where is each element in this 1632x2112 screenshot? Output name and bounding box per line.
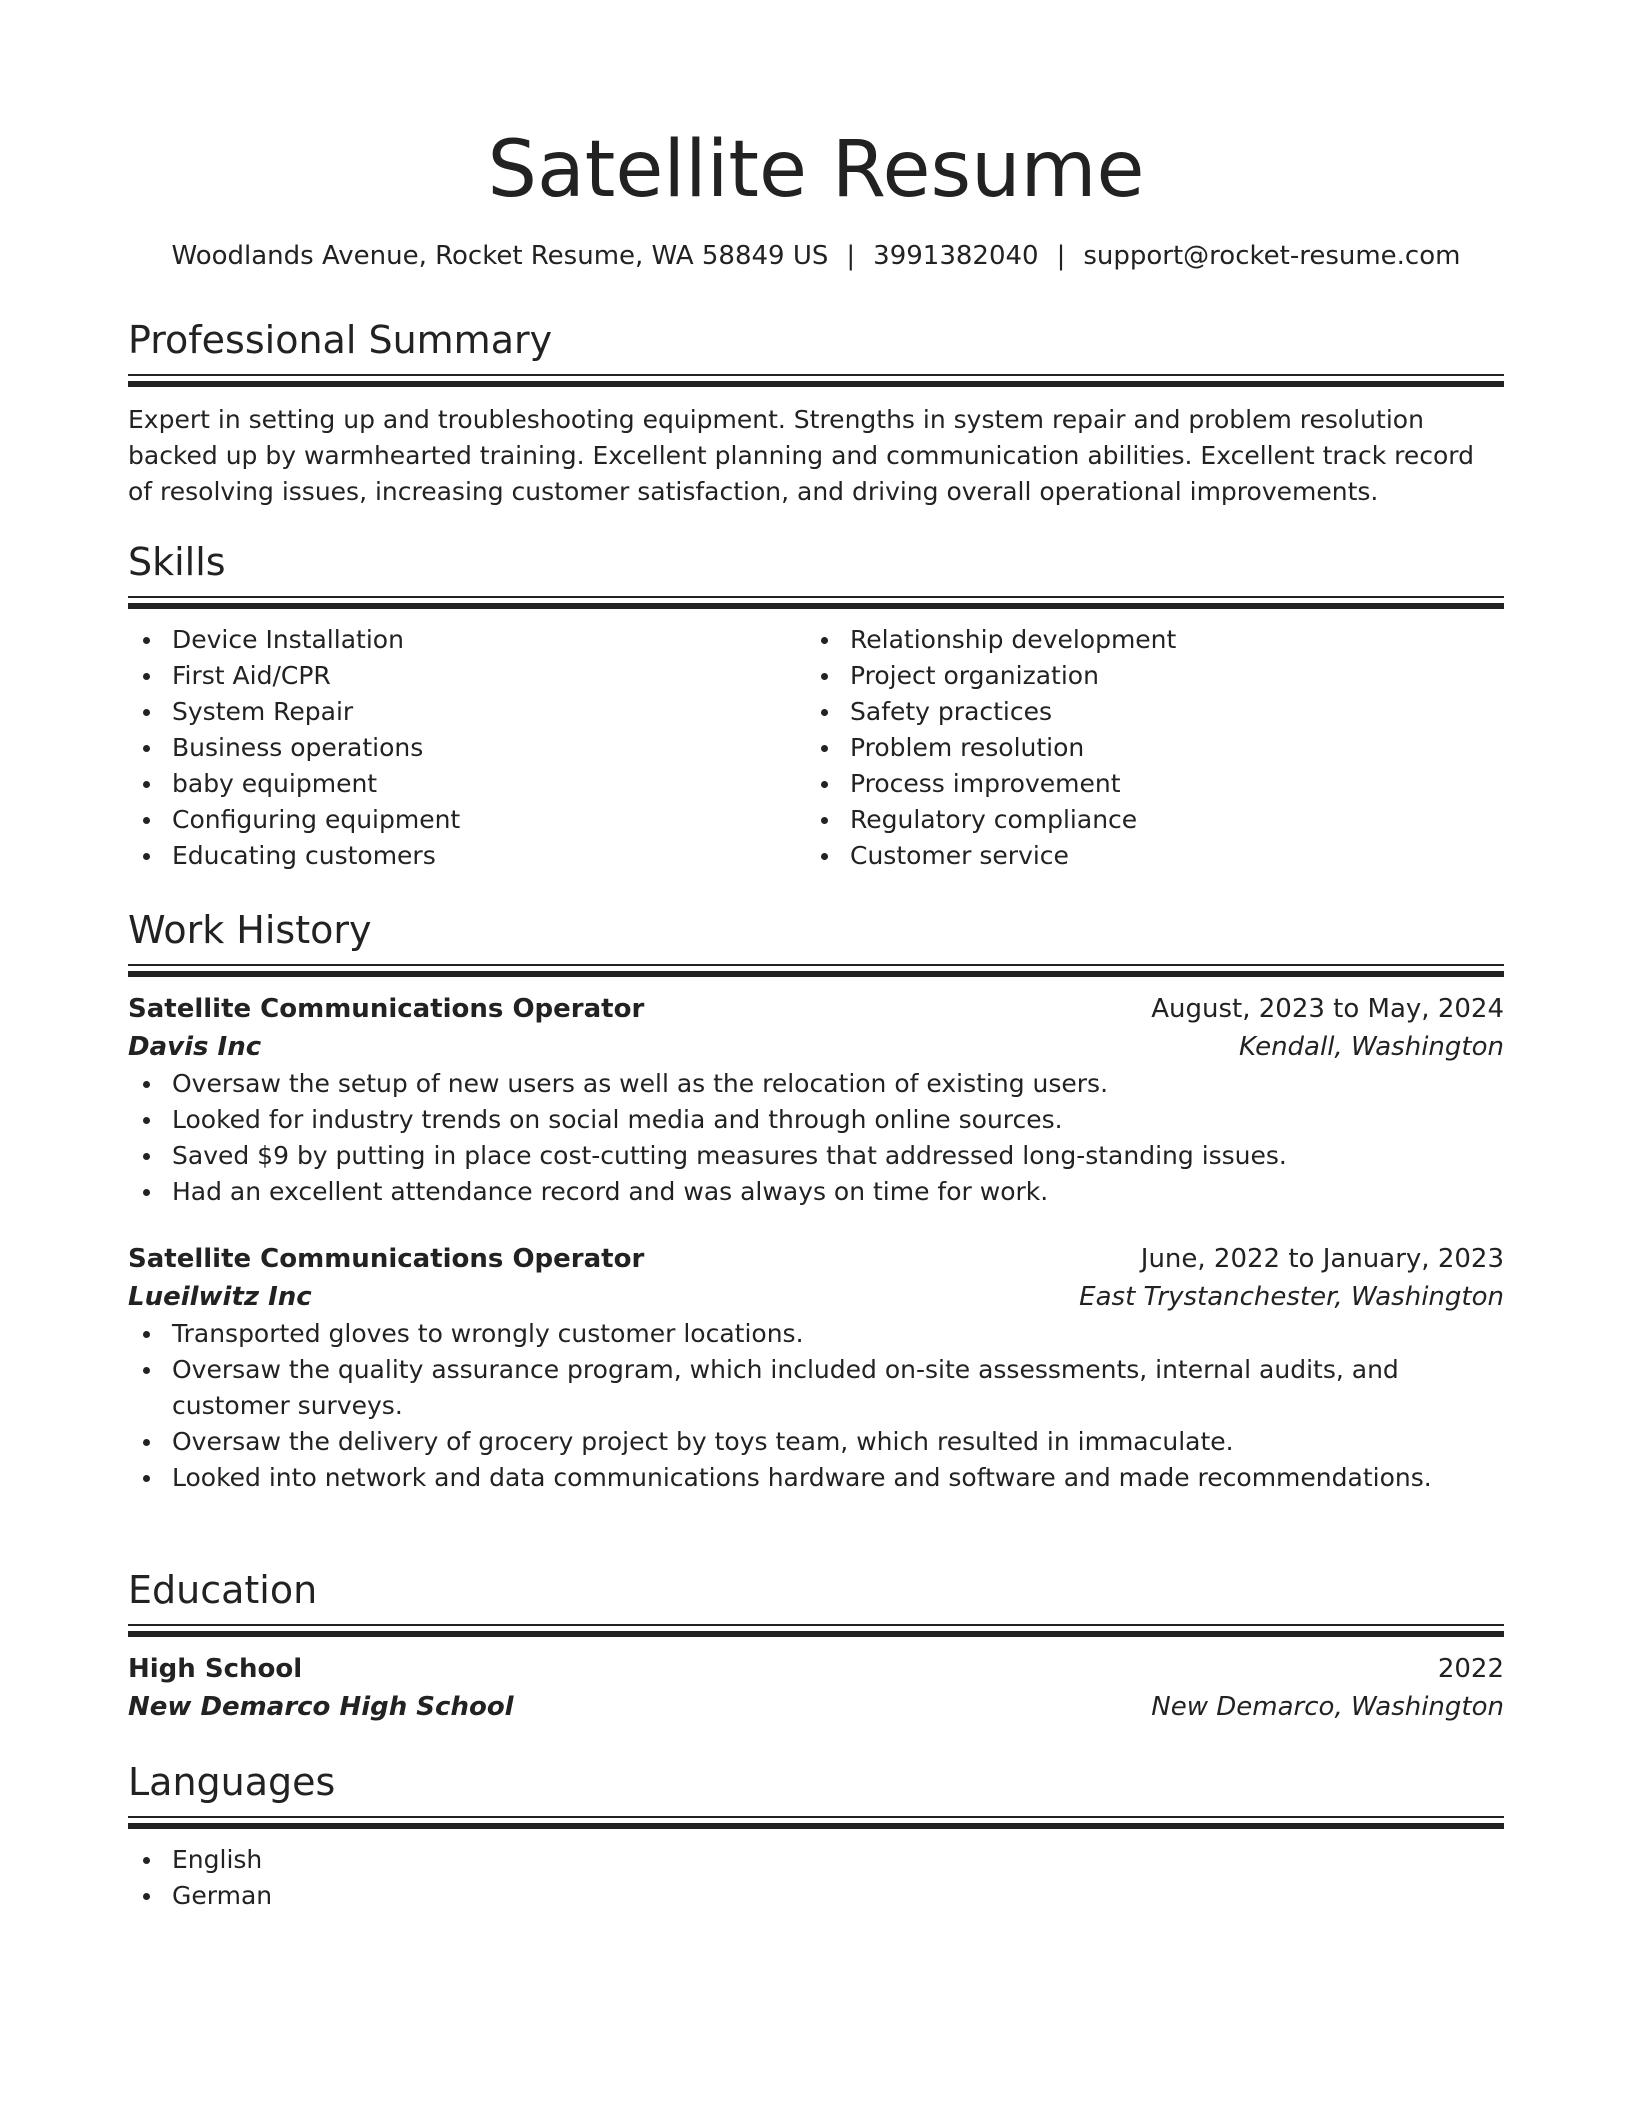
job-location: Kendall, Washington	[1238, 1032, 1504, 1062]
section-divider	[128, 596, 1504, 610]
section-title: Languages	[128, 1760, 336, 1804]
job-duties	[128, 1316, 1504, 1496]
skill-item: System Repair	[128, 694, 806, 730]
education-subheader	[128, 1688, 1504, 1726]
skill-item: Relationship development	[806, 622, 1484, 658]
skill-item: baby equipment	[128, 766, 806, 802]
contact-line	[128, 238, 1504, 274]
section-title: Skills	[128, 540, 226, 584]
contact-phone: 3991382040	[873, 241, 1039, 271]
skill-item: Process improvement	[806, 766, 1484, 802]
job-header	[128, 1240, 1504, 1278]
job-subheader	[128, 1028, 1504, 1066]
section-title: Work History	[128, 908, 372, 952]
job-duty: Oversaw the setup of new users as well as the relocation of existing users.	[128, 1066, 1504, 1102]
job-duties	[128, 1066, 1504, 1210]
job-dates: August, 2023 to May, 2024	[1151, 994, 1504, 1024]
section-divider	[128, 1624, 1504, 1638]
job-dates: June, 2022 to January, 2023	[1140, 1244, 1504, 1274]
job-duty: Transported gloves to wrongly customer locations.	[128, 1316, 1504, 1352]
work-history-section	[128, 906, 1504, 1496]
education-header	[128, 1650, 1504, 1688]
skill-item: First Aid/CPR	[128, 658, 806, 694]
skills-columns	[128, 622, 1504, 874]
education-school: New Demarco High School	[128, 1692, 514, 1722]
job-duty: Had an excellent attendance record and was always on time for work.	[128, 1174, 1504, 1210]
skill-item: Safety practices	[806, 694, 1484, 730]
skills-list-left	[128, 622, 806, 874]
education-location: New Demarco, Washington	[1151, 1692, 1504, 1722]
resume-name: Satellite Resume	[487, 125, 1145, 215]
skill-item: Problem resolution	[806, 730, 1484, 766]
contact-address: Woodlands Avenue, Rocket Resume, WA 58849 US	[171, 241, 829, 271]
languages-section	[128, 1758, 1504, 1914]
job-location: East Trystanchester, Washington	[1079, 1282, 1504, 1312]
job-duty: Oversaw the delivery of grocery project by toys team, which resulted in immaculate.	[128, 1424, 1504, 1460]
job-entry	[128, 1240, 1504, 1496]
skill-item: Customer service	[806, 838, 1484, 874]
education-degree: High School	[128, 1654, 303, 1684]
section-title: Professional Summary	[128, 318, 553, 362]
job-company: Davis Inc	[128, 1032, 262, 1062]
education-section	[128, 1566, 1504, 1726]
job-subheader	[128, 1278, 1504, 1316]
contact-email: support@rocket-resume.com	[1083, 241, 1461, 271]
education-entry	[128, 1650, 1504, 1726]
contact-separator: |	[846, 241, 856, 271]
summary-section	[128, 316, 1504, 510]
skill-item: Project organization	[806, 658, 1484, 694]
skill-item: Configuring equipment	[128, 802, 806, 838]
skill-item: Educating customers	[128, 838, 806, 874]
job-duty: Looked into network and data communications hardware and software and made recommendations.	[128, 1460, 1504, 1496]
section-divider	[128, 374, 1504, 388]
education-year: 2022	[1437, 1654, 1504, 1684]
section-title: Education	[128, 1568, 318, 1612]
skills-section	[128, 538, 1504, 874]
skills-list-right	[806, 622, 1484, 874]
languages-list	[128, 1842, 1504, 1914]
skill-item: Business operations	[128, 730, 806, 766]
contact-separator: |	[1056, 241, 1066, 271]
job-title: Satellite Communications Operator	[128, 1244, 645, 1274]
skill-item: Device Installation	[128, 622, 806, 658]
job-duty: Looked for industry trends on social media and through online sources.	[128, 1102, 1504, 1138]
language-item: German	[128, 1878, 1504, 1914]
job-duty: Oversaw the quality assurance program, which included on-site assessments, internal audits, and customer surveys.	[128, 1352, 1504, 1424]
skill-item: Regulatory compliance	[806, 802, 1484, 838]
summary-text: Expert in setting up and troubleshooting equipment. Strengths in system repair and problem resolution backed up by warmhearted training. Excellent planning and communication abilities. Excellent track record of resolving issues, increasing customer satisfaction, and driving overall operational improvements.	[128, 405, 1474, 506]
language-item: English	[128, 1842, 1504, 1878]
job-duty: Saved $9 by putting in place cost-cutting measures that addressed long-standing issues.	[128, 1138, 1504, 1174]
job-header	[128, 990, 1504, 1028]
section-divider	[128, 964, 1504, 978]
job-company: Lueilwitz Inc	[128, 1282, 312, 1312]
section-divider	[128, 1816, 1504, 1830]
job-entry	[128, 990, 1504, 1210]
job-title: Satellite Communications Operator	[128, 994, 645, 1024]
